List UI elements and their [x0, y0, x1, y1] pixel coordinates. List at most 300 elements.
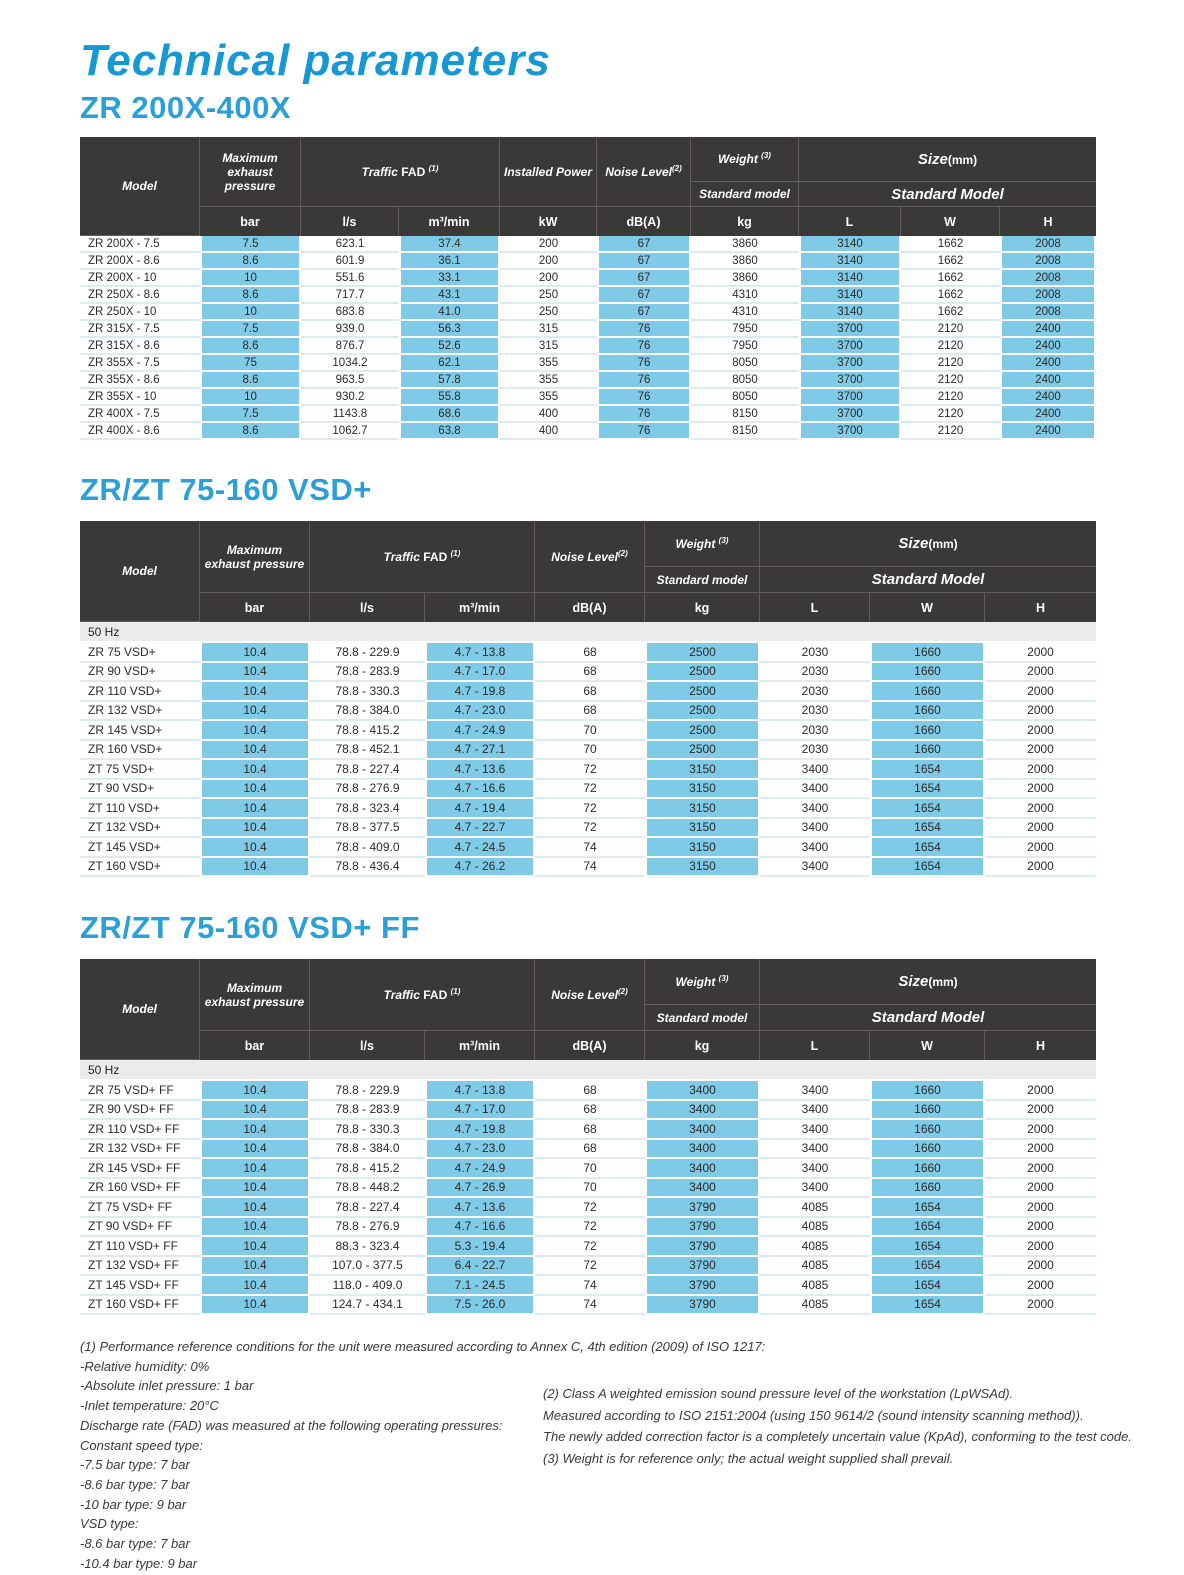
- value-cell: 200: [500, 236, 597, 253]
- unit-dba: dB(A): [535, 593, 645, 622]
- value-cell: 3400: [760, 858, 870, 878]
- footnote-line: -7.5 bar type: 7 bar: [80, 1457, 190, 1473]
- unit-bar: bar: [200, 1031, 310, 1060]
- table-row: [80, 1296, 1096, 1316]
- value-cell: 7950: [691, 338, 799, 355]
- value-cell: 2120: [901, 423, 1000, 440]
- value-cell: 10.4: [200, 682, 310, 702]
- table-row: [80, 838, 1096, 858]
- value-cell: 939.0: [301, 321, 399, 338]
- model-cell: ZT 90 VSD+ FF: [80, 1218, 200, 1238]
- value-cell: 2000: [985, 858, 1096, 878]
- value-cell: 3790: [645, 1257, 760, 1277]
- value-cell: 2400: [1000, 406, 1096, 423]
- unit-l: L: [760, 1031, 870, 1060]
- unit-ls: l/s: [310, 593, 425, 622]
- table-zr-200x-400x: [80, 137, 1096, 440]
- value-cell: 7.5 - 26.0: [425, 1296, 535, 1316]
- unit-kg: kg: [691, 207, 799, 236]
- value-cell: 400: [500, 423, 597, 440]
- value-cell: 4085: [760, 1296, 870, 1316]
- table-row: [80, 799, 1096, 819]
- value-cell: 4.7 - 26.2: [425, 858, 535, 878]
- value-cell: 3400: [760, 1101, 870, 1121]
- value-cell: 4.7 - 13.8: [425, 1081, 535, 1101]
- value-cell: 10.4: [200, 838, 310, 858]
- col-header-size: Size(mm): [760, 959, 1096, 1005]
- unit-w: W: [870, 1031, 985, 1060]
- value-cell: 10.4: [200, 1179, 310, 1199]
- value-cell: 56.3: [399, 321, 500, 338]
- value-cell: 2000: [985, 1159, 1096, 1179]
- table-row: [80, 355, 1096, 372]
- value-cell: 68.6: [399, 406, 500, 423]
- value-cell: 67: [597, 304, 691, 321]
- model-cell: ZT 90 VSD+: [80, 780, 200, 800]
- value-cell: 78.8 - 283.9: [310, 663, 425, 683]
- value-cell: 78.8 - 330.3: [310, 682, 425, 702]
- table-row: [80, 321, 1096, 338]
- value-cell: 2120: [901, 372, 1000, 389]
- value-cell: 4.7 - 13.6: [425, 1198, 535, 1218]
- value-cell: 124.7 - 434.1: [310, 1296, 425, 1316]
- value-cell: 10.4: [200, 663, 310, 683]
- unit-m3min: m³/min: [399, 207, 500, 236]
- value-cell: 10: [200, 270, 301, 287]
- value-cell: 3400: [645, 1081, 760, 1101]
- value-cell: 2120: [901, 321, 1000, 338]
- unit-ls: l/s: [301, 207, 399, 236]
- value-cell: 2008: [1000, 253, 1096, 270]
- value-cell: 4.7 - 17.0: [425, 663, 535, 683]
- value-cell: 10.4: [200, 819, 310, 839]
- model-cell: ZR 250X - 8.6: [80, 287, 200, 304]
- table-row: [80, 682, 1096, 702]
- unit-kg: kg: [645, 593, 760, 622]
- table-zrzt-75-160-vsd: [80, 521, 1096, 877]
- value-cell: 43.1: [399, 287, 500, 304]
- value-cell: 3150: [645, 760, 760, 780]
- value-cell: 2400: [1000, 423, 1096, 440]
- value-cell: 4085: [760, 1276, 870, 1296]
- value-cell: 2008: [1000, 236, 1096, 253]
- value-cell: 3400: [760, 780, 870, 800]
- value-cell: 3140: [799, 270, 901, 287]
- value-cell: 10.4: [200, 1237, 310, 1257]
- value-cell: 3400: [760, 1140, 870, 1160]
- value-cell: 355: [500, 372, 597, 389]
- model-cell: ZR 355X - 7.5: [80, 355, 200, 372]
- model-cell: ZR 400X - 7.5: [80, 406, 200, 423]
- value-cell: 8050: [691, 355, 799, 372]
- value-cell: 8050: [691, 372, 799, 389]
- table-row: [80, 236, 1096, 253]
- value-cell: 601.9: [301, 253, 399, 270]
- value-cell: 10.4: [200, 1101, 310, 1121]
- value-cell: 10.4: [200, 1198, 310, 1218]
- value-cell: 1660: [870, 1140, 985, 1160]
- value-cell: 3140: [799, 304, 901, 321]
- value-cell: 10.4: [200, 1276, 310, 1296]
- col-header-traffic-fad: Traffic FAD $^{(1)}$: [310, 521, 535, 593]
- col-subheader-size-standard-model: Standard Model: [760, 1005, 1096, 1031]
- value-cell: 10.4: [200, 1120, 310, 1140]
- value-cell: 8.6: [200, 372, 301, 389]
- value-cell: 4085: [760, 1198, 870, 1218]
- unit-m3min: m³/min: [425, 1031, 535, 1060]
- model-cell: ZT 110 VSD+ FF: [80, 1237, 200, 1257]
- model-cell: ZR 90 VSD+ FF: [80, 1101, 200, 1121]
- value-cell: 1654: [870, 819, 985, 839]
- frequency-subheader-row: [80, 1060, 1096, 1081]
- value-cell: 1660: [870, 721, 985, 741]
- value-cell: 118.0 - 409.0: [310, 1276, 425, 1296]
- footnote-line: Discharge rate (FAD) was measured at the following operating pressures:: [80, 1417, 503, 1433]
- value-cell: 78.8 - 409.0: [310, 838, 425, 858]
- value-cell: 315: [500, 321, 597, 338]
- frequency-label: 50 Hz: [80, 622, 1096, 643]
- model-cell: ZR 315X - 7.5: [80, 321, 200, 338]
- value-cell: 3140: [799, 236, 901, 253]
- model-cell: ZR 145 VSD+: [80, 721, 200, 741]
- footnote-line: The newly added correction factor is a completely uncertain value (KpAd), conforming to the test code.: [543, 1429, 1132, 1444]
- table-row: [80, 338, 1096, 355]
- value-cell: 68: [535, 1081, 645, 1101]
- value-cell: 55.8: [399, 389, 500, 406]
- value-cell: 74: [535, 1276, 645, 1296]
- value-cell: 1654: [870, 1296, 985, 1316]
- value-cell: 4.7 - 24.5: [425, 838, 535, 858]
- value-cell: 1660: [870, 1081, 985, 1101]
- value-cell: 74: [535, 858, 645, 878]
- value-cell: 7.5: [200, 321, 301, 338]
- value-cell: 68: [535, 663, 645, 683]
- value-cell: 3400: [760, 760, 870, 780]
- model-cell: ZR 75 VSD+ FF: [80, 1081, 200, 1101]
- value-cell: 2000: [985, 1198, 1096, 1218]
- value-cell: 76: [597, 372, 691, 389]
- value-cell: 41.0: [399, 304, 500, 321]
- value-cell: 2400: [1000, 338, 1096, 355]
- footnote-line: -8.6 bar type: 7 bar: [80, 1536, 190, 1552]
- value-cell: 78.8 - 323.4: [310, 799, 425, 819]
- model-cell: ZT 75 VSD+ FF: [80, 1198, 200, 1218]
- value-cell: 623.1: [301, 236, 399, 253]
- table-row: [80, 780, 1096, 800]
- table-row: [80, 1257, 1096, 1277]
- section-title-zrzt-75-160-vsd-ff: ZR/ZT 75-160 VSD+ FF: [80, 910, 420, 945]
- value-cell: 3140: [799, 287, 901, 304]
- value-cell: 963.5: [301, 372, 399, 389]
- value-cell: 10.4: [200, 721, 310, 741]
- value-cell: 76: [597, 389, 691, 406]
- table-row: [80, 372, 1096, 389]
- value-cell: 8150: [691, 406, 799, 423]
- value-cell: 4085: [760, 1218, 870, 1238]
- table-row: [80, 1120, 1096, 1140]
- value-cell: 10: [200, 304, 301, 321]
- frequency-label: 50 Hz: [80, 1060, 1096, 1081]
- value-cell: 2030: [760, 741, 870, 761]
- value-cell: 2030: [760, 643, 870, 663]
- model-cell: ZR 200X - 8.6: [80, 253, 200, 270]
- value-cell: 7950: [691, 321, 799, 338]
- value-cell: 1662: [901, 304, 1000, 321]
- value-cell: 2000: [985, 838, 1096, 858]
- value-cell: 78.8 - 330.3: [310, 1120, 425, 1140]
- value-cell: 10.4: [200, 1159, 310, 1179]
- value-cell: 1062.7: [301, 423, 399, 440]
- value-cell: 72: [535, 1237, 645, 1257]
- section-title-zr-200x-400x: ZR 200X-400X: [80, 90, 292, 125]
- value-cell: 3140: [799, 253, 901, 270]
- value-cell: 70: [535, 1159, 645, 1179]
- value-cell: 3400: [645, 1159, 760, 1179]
- unit-kg: kg: [645, 1031, 760, 1060]
- value-cell: 2000: [985, 1081, 1096, 1101]
- value-cell: 76: [597, 355, 691, 372]
- col-subheader-weight-standard-model: Standard model: [645, 1005, 760, 1031]
- value-cell: 4.7 - 27.1: [425, 741, 535, 761]
- value-cell: 1654: [870, 838, 985, 858]
- value-cell: 2030: [760, 663, 870, 683]
- value-cell: 3150: [645, 780, 760, 800]
- value-cell: 876.7: [301, 338, 399, 355]
- value-cell: 1660: [870, 741, 985, 761]
- value-cell: 250: [500, 287, 597, 304]
- value-cell: 75: [200, 355, 301, 372]
- value-cell: 78.8 - 377.5: [310, 819, 425, 839]
- value-cell: 2030: [760, 721, 870, 741]
- unit-l: L: [799, 207, 901, 236]
- value-cell: 1654: [870, 1198, 985, 1218]
- value-cell: 3700: [799, 423, 901, 440]
- value-cell: 3700: [799, 406, 901, 423]
- value-cell: 1662: [901, 236, 1000, 253]
- col-header-noise-level: Noise Level$^{(2)}$: [597, 137, 691, 207]
- value-cell: 52.6: [399, 338, 500, 355]
- table-row: [80, 423, 1096, 440]
- value-cell: 717.7: [301, 287, 399, 304]
- value-cell: 88.3 - 323.4: [310, 1237, 425, 1257]
- value-cell: 2500: [645, 682, 760, 702]
- value-cell: 3400: [645, 1179, 760, 1199]
- table-row: [80, 1218, 1096, 1238]
- value-cell: 200: [500, 253, 597, 270]
- unit-m3min: m³/min: [425, 593, 535, 622]
- table-row: [80, 1179, 1096, 1199]
- col-header-noise-level: Noise Level$^{(2)}$: [535, 959, 645, 1031]
- value-cell: 72: [535, 760, 645, 780]
- value-cell: 2000: [985, 1276, 1096, 1296]
- table-row: [80, 663, 1096, 683]
- value-cell: 1034.2: [301, 355, 399, 372]
- value-cell: 67: [597, 270, 691, 287]
- model-cell: ZR 200X - 10: [80, 270, 200, 287]
- value-cell: 1654: [870, 780, 985, 800]
- value-cell: 78.8 - 229.9: [310, 1081, 425, 1101]
- value-cell: 2000: [985, 643, 1096, 663]
- value-cell: 57.8: [399, 372, 500, 389]
- unit-bar: bar: [200, 593, 310, 622]
- model-cell: ZR 160 VSD+ FF: [80, 1179, 200, 1199]
- value-cell: 3700: [799, 338, 901, 355]
- footnote-line: (3) Weight is for reference only; the actual weight supplied shall prevail.: [543, 1450, 954, 1466]
- footnote-line: -Inlet temperature: 20°C: [80, 1398, 219, 1414]
- value-cell: 68: [535, 1120, 645, 1140]
- value-cell: 2500: [645, 663, 760, 683]
- value-cell: 1662: [901, 270, 1000, 287]
- table-row: [80, 1081, 1096, 1101]
- unit-bar: bar: [200, 207, 301, 236]
- value-cell: 4.7 - 26.9: [425, 1179, 535, 1199]
- value-cell: 1660: [870, 1120, 985, 1140]
- section-title-zrzt-75-160-vsd: ZR/ZT 75-160 VSD+: [80, 472, 372, 507]
- value-cell: 2000: [985, 1237, 1096, 1257]
- value-cell: 1654: [870, 799, 985, 819]
- model-cell: ZR 132 VSD+: [80, 702, 200, 722]
- value-cell: 2000: [985, 799, 1096, 819]
- value-cell: 2120: [901, 338, 1000, 355]
- value-cell: 2000: [985, 760, 1096, 780]
- value-cell: 5.3 - 19.4: [425, 1237, 535, 1257]
- table-row: [80, 1159, 1096, 1179]
- value-cell: 10.4: [200, 1140, 310, 1160]
- value-cell: 2000: [985, 1140, 1096, 1160]
- value-cell: 355: [500, 355, 597, 372]
- table-row: [80, 643, 1096, 663]
- value-cell: 3150: [645, 858, 760, 878]
- value-cell: 68: [535, 1101, 645, 1121]
- model-cell: ZT 145 VSD+ FF: [80, 1276, 200, 1296]
- value-cell: 3790: [645, 1237, 760, 1257]
- value-cell: 4.7 - 19.8: [425, 682, 535, 702]
- unit-l: L: [760, 593, 870, 622]
- page-title: Technical parameters: [80, 36, 551, 85]
- value-cell: 683.8: [301, 304, 399, 321]
- value-cell: 78.8 - 227.4: [310, 760, 425, 780]
- table-row: [80, 270, 1096, 287]
- value-cell: 72: [535, 1257, 645, 1277]
- value-cell: 3150: [645, 838, 760, 858]
- value-cell: 78.8 - 229.9: [310, 643, 425, 663]
- value-cell: 2500: [645, 643, 760, 663]
- value-cell: 2008: [1000, 304, 1096, 321]
- value-cell: 2120: [901, 406, 1000, 423]
- value-cell: 1662: [901, 287, 1000, 304]
- value-cell: 2400: [1000, 389, 1096, 406]
- value-cell: 8150: [691, 423, 799, 440]
- value-cell: 78.8 - 384.0: [310, 702, 425, 722]
- value-cell: 2400: [1000, 372, 1096, 389]
- value-cell: 8.6: [200, 253, 301, 270]
- value-cell: 78.8 - 384.0: [310, 1140, 425, 1160]
- value-cell: 2008: [1000, 287, 1096, 304]
- value-cell: 2008: [1000, 270, 1096, 287]
- value-cell: 78.8 - 415.2: [310, 1159, 425, 1179]
- table-row: [80, 1198, 1096, 1218]
- footnote-line: Constant speed type:: [80, 1437, 203, 1453]
- model-cell: ZT 75 VSD+: [80, 760, 200, 780]
- unit-h: H: [985, 593, 1096, 622]
- value-cell: 10.4: [200, 858, 310, 878]
- value-cell: 2400: [1000, 355, 1096, 372]
- value-cell: 2000: [985, 702, 1096, 722]
- value-cell: 3860: [691, 253, 799, 270]
- model-cell: ZR 355X - 8.6: [80, 372, 200, 389]
- value-cell: 76: [597, 423, 691, 440]
- value-cell: 1654: [870, 1276, 985, 1296]
- value-cell: 7.5: [200, 406, 301, 423]
- value-cell: 8.6: [200, 287, 301, 304]
- value-cell: 2000: [985, 1101, 1096, 1121]
- value-cell: 4085: [760, 1257, 870, 1277]
- value-cell: 4.7 - 23.0: [425, 1140, 535, 1160]
- value-cell: 70: [535, 721, 645, 741]
- footnote-line: (2) Class A weighted emission sound pressure level of the workstation (LpWSAd).: [543, 1386, 1014, 1401]
- value-cell: 3400: [760, 1179, 870, 1199]
- value-cell: 1660: [870, 1159, 985, 1179]
- value-cell: 78.8 - 436.4: [310, 858, 425, 878]
- value-cell: 3400: [760, 1081, 870, 1101]
- value-cell: 7.1 - 24.5: [425, 1276, 535, 1296]
- value-cell: 250: [500, 304, 597, 321]
- value-cell: 76: [597, 406, 691, 423]
- value-cell: 37.4: [399, 236, 500, 253]
- value-cell: 10.4: [200, 741, 310, 761]
- value-cell: 1660: [870, 643, 985, 663]
- col-header-noise-level: Noise Level$^{(2)}$: [535, 521, 645, 593]
- model-cell: ZR 110 VSD+: [80, 682, 200, 702]
- model-cell: ZR 132 VSD+ FF: [80, 1140, 200, 1160]
- value-cell: 355: [500, 389, 597, 406]
- table-row: [80, 819, 1096, 839]
- table-row: [80, 304, 1096, 321]
- value-cell: 551.6: [301, 270, 399, 287]
- table-row: [80, 858, 1096, 878]
- model-cell: ZR 250X - 10: [80, 304, 200, 321]
- table-row: [80, 702, 1096, 722]
- table-row: [80, 389, 1096, 406]
- value-cell: 70: [535, 741, 645, 761]
- footnote-line: VSD type:: [80, 1516, 139, 1532]
- value-cell: 33.1: [399, 270, 500, 287]
- col-header-size: Size(mm): [799, 137, 1096, 182]
- unit-kw: kW: [500, 207, 597, 236]
- value-cell: 3700: [799, 389, 901, 406]
- value-cell: 400: [500, 406, 597, 423]
- value-cell: 1654: [870, 1257, 985, 1277]
- model-cell: ZR 400X - 8.6: [80, 423, 200, 440]
- value-cell: 4.7 - 24.9: [425, 1159, 535, 1179]
- unit-w: W: [901, 207, 1000, 236]
- value-cell: 76: [597, 338, 691, 355]
- value-cell: 2400: [1000, 321, 1096, 338]
- value-cell: 78.8 - 227.4: [310, 1198, 425, 1218]
- unit-h: H: [985, 1031, 1096, 1060]
- value-cell: 3860: [691, 270, 799, 287]
- value-cell: 2000: [985, 1218, 1096, 1238]
- value-cell: 78.8 - 452.1: [310, 741, 425, 761]
- model-cell: ZR 110 VSD+ FF: [80, 1120, 200, 1140]
- value-cell: 2000: [985, 1120, 1096, 1140]
- value-cell: 4.7 - 23.0: [425, 702, 535, 722]
- col-header-max-exhaust-pressure: Maximum exhaust pressure: [200, 521, 310, 593]
- table-row: [80, 253, 1096, 270]
- col-header-max-exhaust-pressure: Maximum exhaust pressure: [200, 137, 301, 207]
- value-cell: 3700: [799, 355, 901, 372]
- footnotes: [80, 1337, 1130, 1573]
